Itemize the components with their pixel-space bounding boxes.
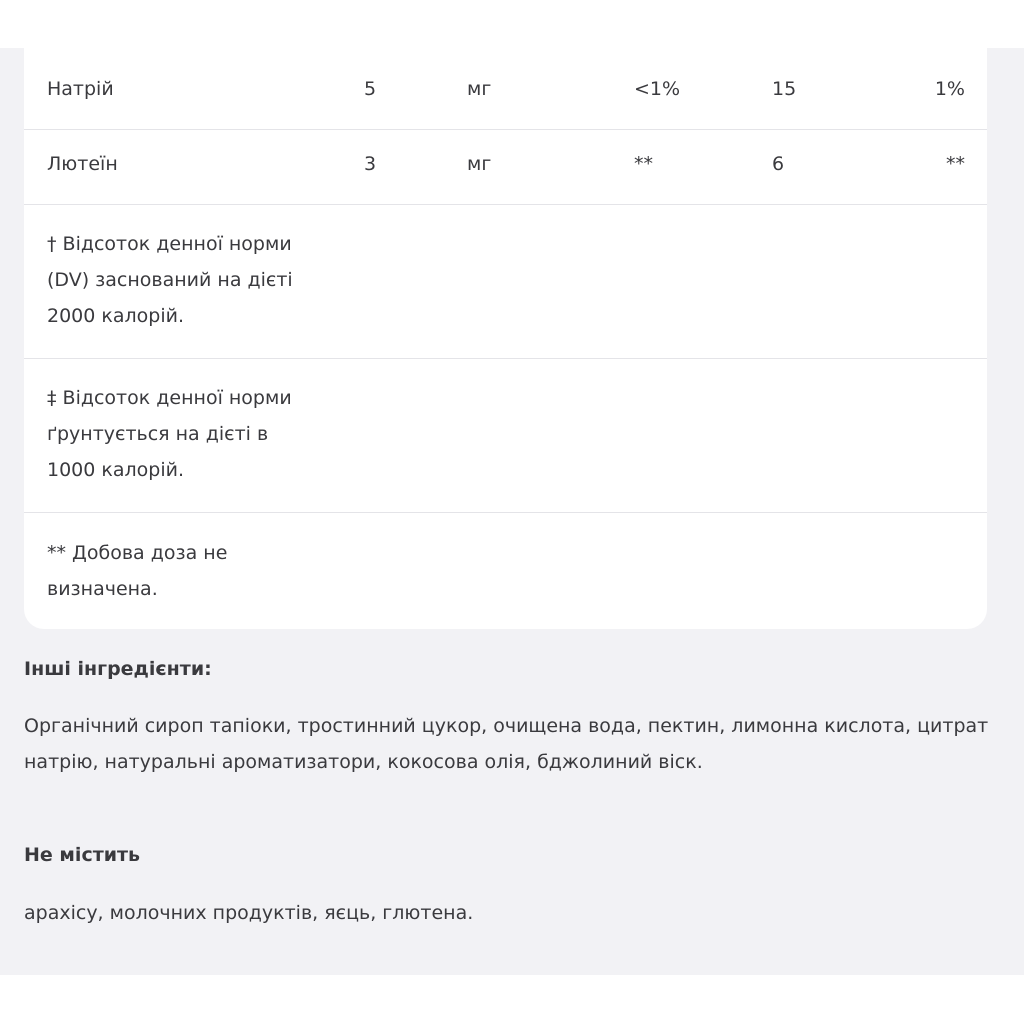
daily-value-percent-alt: 1% xyxy=(934,77,965,100)
nutrient-name: Натрій xyxy=(47,77,114,100)
footnote-row xyxy=(24,513,987,629)
footnote-row xyxy=(24,359,987,513)
nutrient-amount: 3 xyxy=(364,152,377,175)
nutrient-amount: 5 xyxy=(364,77,377,100)
footnote-row xyxy=(24,205,987,359)
free-from-text: арахісу, молочних продуктів, яєць, глютена. xyxy=(24,902,474,924)
page-content xyxy=(0,48,1024,975)
free-from-title: Не містить xyxy=(24,844,141,866)
supplement-facts-table xyxy=(24,48,987,629)
other-ingredients-text: Органічний сироп тапіоки, тростинний цукор, очищена вода, пектин, лимонна кислота, цитрат натрію, натуральні ароматизатори, кокосова олія, бджолиний віск. xyxy=(24,715,989,773)
nutrient-unit: мг xyxy=(467,152,492,175)
footnote-asterisks: ** Добова доза не визначена. xyxy=(47,542,228,600)
table-row xyxy=(24,48,987,130)
daily-value-percent: <1% xyxy=(634,77,681,100)
footnote-double-dagger: ‡ Відсоток денної норми ґрунтується на дієті в 1000 калорій. xyxy=(47,387,292,481)
nutrient-unit: мг xyxy=(467,77,492,100)
nutrient-name: Лютеїн xyxy=(47,152,118,175)
nutrient-amount-alt: 15 xyxy=(772,77,797,100)
table-row xyxy=(24,123,987,205)
daily-value-percent: ** xyxy=(634,152,653,175)
nutrient-amount-alt: 6 xyxy=(772,152,785,175)
other-ingredients-title: Інші інгредієнти: xyxy=(24,658,212,680)
footnote-dagger: † Відсоток денної норми (DV) заснований на дієті 2000 калорій. xyxy=(47,233,293,327)
daily-value-percent-alt: ** xyxy=(946,152,965,175)
